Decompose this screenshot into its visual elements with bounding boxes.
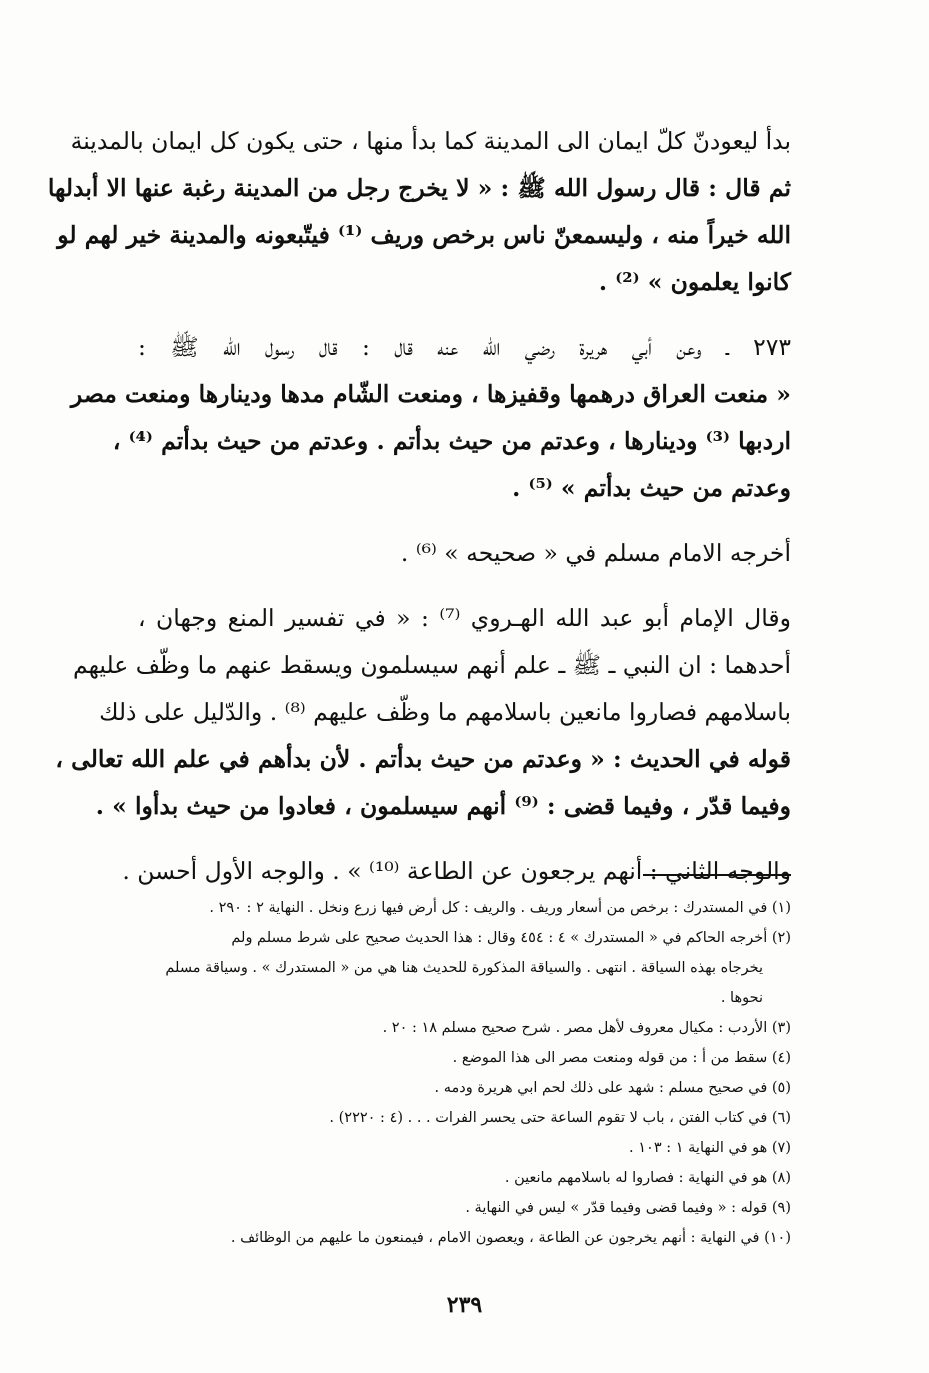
paragraph-gap (138, 577, 791, 595)
text-line: بدأ ليعودنّ كلّ ايمان الى المدينة كما بدأ منها ، حتى يكون كل ايمان بالمدينة (70, 127, 791, 155)
footnotes (138, 893, 791, 1253)
footnote-line: (٥) في صحيح مسلم : شهد على ذلك لحم ابي هريرة ودمه . (434, 1080, 791, 1096)
footnote-separator (643, 874, 791, 876)
footnote-line: (٤) سقط من أ : من قوله ومنعت مصر الى هذا الموضع . (452, 1050, 791, 1066)
paragraph-gap (138, 306, 791, 324)
page-number: ٢٣٩ (446, 1292, 483, 1318)
footnote-line: نحوها . (720, 990, 763, 1006)
text-line: قوله في الحديث : « وعدتم من حيث بدأتم . لأن بدأهم في علم الله تعالى ، (55, 745, 791, 773)
text-line: باسلامهم فصاروا مانعين باسلامهم ما وظّف عليهم ⁽⁸⁾ . والدّليل على ذلك (99, 698, 791, 726)
footnote-line: (٢) أخرجه الحاكم في « المستدرك » ٤ : ٤٥٤ وقال : هذا الحديث صحيح على شرط مسلم ولم (231, 930, 791, 946)
text-line: وعدتم من حيث بدأتم » ⁽⁵⁾ . (512, 474, 791, 502)
footnote-line: (٣) الأردب : مكيال معروف لأهل مصر . شرح صحيح مسلم ١٨ : ٢٠ . (382, 1020, 791, 1036)
paragraph (122, 848, 791, 895)
footnote-line: (١) في المستدرك : برخص من أسعار وريف . والريف : كل أرض فيها زرع ونخل . النهاية ٢ : ٢٩٠ . (209, 900, 791, 916)
main-text (47, 118, 791, 895)
text-line: ٢٧٣ ـ وعن أبي هريرة رضي الله عنه قال : قال رسول الله ﷺ : (138, 333, 791, 361)
paragraph (138, 530, 791, 577)
text-line: أخرجه الامام مسلم في « صحيحه » ⁽⁶⁾ . (400, 539, 791, 567)
text-line: « منعت العراق درهمها وقفيزها ، ومنعت الشّام مدها ودينارها ومنعت مصر (70, 380, 791, 408)
text-line: الله خيراً منه ، وليسمعنّ ناس برخص وريف ⁽¹⁾ فيتّبعونه والمدينة خير لهم لو (57, 221, 791, 249)
text-line: كانوا يعلمون » ⁽²⁾ . (598, 268, 791, 296)
footnote-line: (٧) هو في النهاية ١ : ١٠٣ . (629, 1140, 791, 1156)
paragraph (47, 118, 791, 306)
paragraph (55, 595, 791, 830)
text-line: وفيما قدّر ، وفيما قضى : ⁽⁹⁾ أنهم سيسلمون ، فعادوا من حيث بدأوا » . (95, 792, 791, 820)
paragraph-gap (138, 830, 791, 848)
footnote-line: يخرجاه بهذه السياقة . انتهى . والسياقة المذكورة للحديث هنا هي من « المستدرك » . وسياقة مسلم (165, 960, 763, 976)
text-line: وقال الإمام أبو عبد الله الهـروي ⁽⁷⁾ : « في تفسير المنع وجهان ، (138, 604, 791, 632)
footnote-line: (٦) في كتاب الفتن ، باب لا تقوم الساعة حتى يحسر الفرات . . . (٤ : ٢٢٢٠) . (329, 1110, 791, 1126)
paragraph (70, 324, 791, 512)
text-line: والوجه الثاني : أنهم يرجعون عن الطاعة ⁽¹⁰⁾ » . والوجه الأول أحسن . (122, 857, 791, 885)
text-line: اردبها ⁽³⁾ ودينارها ، وعدتم من حيث بدأتم . وعدتم من حيث بدأتم ⁽⁴⁾ ، (112, 427, 791, 455)
text-line: أحدهما : ان النبي ـ ﷺ ـ علم أنهم سيسلمون ويسقط عنهم ما وظّف عليهم (72, 651, 791, 679)
paragraph-gap (138, 512, 791, 530)
footnote-line: (٨) هو في النهاية : فصاروا له باسلامهم مانعين . (504, 1170, 791, 1186)
text-line: ثم قال : قال رسول الله ﷺ : « لا يخرج رجل من المدينة رغبة عنها الا أبدلها (47, 174, 791, 202)
footnote-line: (٩) قوله : « وفيما قضى وفيما قدّر » ليس في النهاية . (465, 1200, 791, 1216)
footnote-line: (١٠) في النهاية : أنهم يخرجون عن الطاعة ، ويعصون الامام ، فيمنعون ما عليهم من الوظائف . (230, 1230, 791, 1246)
